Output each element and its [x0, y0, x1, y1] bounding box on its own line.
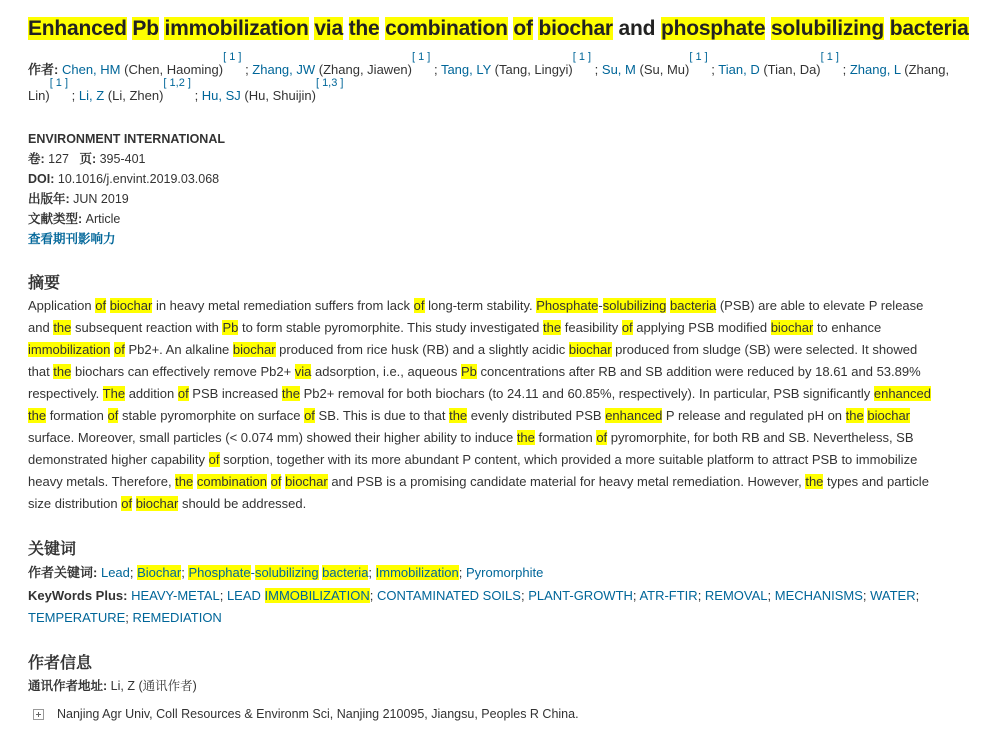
keyword-plus-link[interactable]: ATR-FTIR [639, 588, 698, 603]
doi-label: DOI: [28, 172, 55, 186]
keyword-plus-link[interactable]: REMOVAL [704, 588, 768, 603]
author-entry: Hu, SJ (Hu, Shuijin)[ 1,3 ] [201, 77, 344, 103]
highlighted-term: of [95, 298, 107, 313]
affiliation-ref[interactable]: [ 1 ] [820, 51, 839, 63]
highlighted-term: the [53, 320, 72, 335]
title-word: the [348, 17, 380, 40]
highlighted-term: via [294, 364, 312, 379]
highlighted-term: immobilization [28, 342, 111, 357]
impact-row [28, 229, 628, 249]
affiliation-ref[interactable]: [ 1,3 ] [315, 77, 344, 89]
highlighted-term: biochar [867, 408, 910, 423]
author-entry: Zhang, JW (Zhang, Jiawen)[ 1 ] [252, 51, 431, 77]
highlighted-term: the [281, 386, 300, 401]
highlighted-term: bacteria [322, 565, 369, 580]
title-word: biochar [538, 17, 613, 40]
author-link[interactable]: Su, M [601, 62, 636, 77]
affiliation-ref[interactable]: [ 1,2 ] [163, 77, 191, 89]
highlighted-term: biochar [232, 342, 276, 357]
highlighted-term: biochar [568, 342, 612, 357]
highlighted-term: enhanced [873, 386, 931, 401]
source-info [28, 129, 628, 249]
highlighted-term: Pb [222, 320, 239, 335]
corresponding-address-row [28, 676, 197, 696]
highlighted-term: of [208, 452, 220, 467]
highlighted-term: of [270, 474, 282, 489]
highlighted-term: of [413, 298, 425, 313]
title-word: and [618, 17, 656, 40]
title-word: solubilizing [770, 17, 885, 40]
doc-type-row [28, 209, 628, 229]
highlighted-term: The [102, 386, 126, 401]
title-word: Enhanced [28, 17, 127, 40]
affiliation-ref[interactable]: [ 1 ] [223, 51, 242, 63]
highlighted-term: of [107, 408, 119, 423]
keyword-plus-link[interactable]: REMEDIATION [132, 610, 222, 625]
title-word: phosphate [660, 17, 766, 40]
author-keywords-label: 作者关键词: [28, 565, 98, 580]
highlighted-term: IMMOBILIZATION [264, 588, 370, 603]
highlighted-term: biochar [770, 320, 814, 335]
author-entry: Li, Z (Li, Zhen)[ 1,2 ] [78, 77, 191, 103]
year-row [28, 189, 628, 209]
author-link[interactable]: Zhang, JW [252, 62, 316, 77]
journal-impact-link[interactable]: 查看期刊影响力 [28, 232, 116, 246]
keyword-plus-link[interactable]: HEAVY-METAL [131, 588, 220, 603]
author-link[interactable]: Chen, HM [61, 62, 121, 77]
highlighted-term: Immobilization [375, 565, 459, 580]
highlighted-term: of [596, 430, 608, 445]
affiliation-ref[interactable]: [ 1 ] [689, 51, 708, 63]
highlighted-term: of [114, 342, 125, 357]
year-value: JUN 2019 [73, 192, 129, 206]
author-keyword-link[interactable]: Lead [100, 565, 130, 580]
author-keyword-link[interactable] [137, 565, 181, 580]
expand-address-icon[interactable] [33, 709, 44, 720]
keyword-plus-link[interactable]: PLANT-GROWTH [528, 588, 633, 603]
authors-label: 作者: [28, 62, 59, 77]
highlighted-term: the [28, 408, 47, 423]
title-word: of [513, 17, 533, 40]
volume-value: 127 [48, 152, 70, 166]
title-word: Pb [132, 17, 159, 40]
author-keywords-row: 作者关键词: Lead; Biochar; Phosphate-solubilizing bacteria; Immobilization; Pyromorphite [28, 565, 544, 580]
highlighted-term: the [449, 408, 468, 423]
title-word: immobilization [164, 17, 309, 40]
pages-label: 页: [79, 152, 97, 166]
corresponding-value: Li, Z (通讯作者) [110, 679, 197, 693]
keywords-heading: 关键词 [28, 541, 77, 558]
keyword-plus-link[interactable]: CONTAMINATED SOILS [376, 588, 521, 603]
doi-row [28, 169, 628, 189]
volume-label: 卷: [28, 152, 45, 166]
keyword-plus-link[interactable]: LEAD IMMOBILIZATION [226, 588, 370, 603]
authors-line: 作者: Chen, HM (Chen, Haoming)[ 1 ] ; Zhang, JW (Zhang, Jiawen)[ 1 ] ; Tang, LY (Tang, Lingyi)[ 1 ] ; Su, M (Su, Mu)[ 1 ] ; Tian, D (Tian, Da)[ 1 ] ; Zhang, L (Zhang, Lin)[ 1 ] ; Li, Z (Li, Zhen)[ 1,2 ] ; Hu, SJ (Hu, Shuijin)[ 1,3 ] [28, 51, 950, 103]
journal-name: ENVIRONMENT INTERNATIONAL [28, 132, 225, 146]
pages-value: 395-401 [99, 152, 146, 166]
highlighted-term: biochar [285, 474, 328, 489]
author-link[interactable]: Li, Z [78, 88, 105, 103]
highlighted-term: of [121, 496, 133, 511]
author-keyword-link[interactable] [376, 565, 459, 580]
author-link[interactable]: Tian, D [718, 62, 760, 77]
author-entry: Zhang, L (Zhang, Lin)[ 1 ] [28, 62, 950, 103]
highlighted-term: the [543, 320, 562, 335]
highlighted-term: Phosphate [536, 298, 599, 313]
address-row [33, 704, 579, 724]
highlighted-term: the [516, 430, 535, 445]
abstract-heading: 摘要 [28, 275, 61, 292]
affiliation-ref[interactable]: [ 1 ] [572, 51, 592, 63]
affiliation-ref[interactable]: [ 1 ] [411, 51, 431, 63]
keyword-plus-link[interactable]: MECHANISMS [774, 588, 863, 603]
author-entry: Tian, D (Tian, Da)[ 1 ] [718, 51, 839, 77]
year-label: 出版年: [28, 192, 70, 206]
highlighted-term: the [53, 364, 72, 379]
keywords-plus-row: KeyWords Plus: HEAVY-METAL; LEAD IMMOBILIZATION; CONTAMINATED SOILS; PLANT-GROWTH; ATR-FTIR; REMOVAL; MECHANISMS; WATER; TEMPERATURE; REMEDIATION [28, 588, 920, 625]
author-entry: Chen, HM (Chen, Haoming)[ 1 ] [61, 51, 242, 77]
author-keyword-link[interactable]: Phosphate-solubilizing bacteria [188, 565, 369, 580]
doi-value: 10.1016/j.envint.2019.03.068 [57, 172, 220, 186]
highlighted-term: the [175, 474, 194, 489]
highlighted-term: solubilizing [254, 565, 319, 580]
highlighted-term: of [304, 408, 315, 423]
highlighted-term: of [177, 386, 189, 401]
highlighted-term: bacteria [669, 298, 717, 313]
keyword-plus-link[interactable]: TEMPERATURE [28, 610, 126, 625]
keywords-plus-label: KeyWords Plus: [28, 588, 128, 603]
doc-type-label: 文献类型: [28, 212, 83, 226]
author-entry: Su, M (Su, Mu)[ 1 ] [601, 51, 708, 77]
highlighted-term: the [845, 408, 864, 423]
keyword-plus-link[interactable]: WATER [870, 588, 916, 603]
address-text: Nanjing Agr Univ, Coll Resources & Environm Sci, Nanjing 210095, Jiangsu, Peoples R China. [57, 707, 579, 721]
doc-type-value: Article [85, 212, 121, 226]
highlighted-term: biochar [135, 496, 179, 511]
highlighted-term: combination [196, 474, 267, 489]
title-word: via [314, 17, 343, 40]
author-keyword-link[interactable]: Pyromorphite [465, 565, 544, 580]
author-link[interactable]: Hu, SJ [201, 88, 241, 103]
highlighted-term: the [805, 474, 824, 489]
highlighted-term: solubilizing [602, 298, 667, 313]
title-word: bacteria [889, 17, 969, 40]
highlighted-term: biochar [109, 298, 153, 313]
abstract-text: Application of biochar in heavy metal remediation suffers from lack of long-term stability. Phosphate-solubilizing bacteria (PSB) are able to elevate P release and the subsequent reaction with Pb to form stable pyromorphite. This study investigated the feasibility of applying PSB modified biochar to enhance immobilization of Pb2+. An alkaline biochar produced from rice husk (RB) and a slightly acidic biochar produced from sludge (SB) were selected. It showed that the biochars can effectively remove Pb2+ via adsorption, i.e., aqueous Pb concentrations after RB and SB addition were reduced by 18.61 and 53.89% respectively. The addition of PSB increased the Pb2+ removal for both biochars (to 24.11 and 60.85%, respectively). In particular, PSB significantly enhanced the formation of stable pyromorphite on surface of SB. This is due to that the evenly distributed PSB enhanced P release and regulated pH on the biochar surface. Moreover, small particles (< 0.074 mm) showed their higher ability to induce the formation of pyromorphite, for both RB and SB. Nevertheless, SB demonstrated higher capability of sorption, together with its more abundant P content, which provided a more suitable platform to attract PSB to immobilize heavy metals. Therefore, the combination of biochar and PSB is a promising candidate material for heavy metal remediation. However, the types and particle size distribution of biochar should be addressed. [28, 298, 931, 511]
affiliation-ref[interactable]: [ 1 ] [49, 77, 69, 89]
highlighted-term: Phosphate [188, 565, 251, 580]
article-title [28, 14, 978, 44]
author-info-heading: 作者信息 [28, 655, 93, 672]
author-entry: Tang, LY (Tang, Lingyi)[ 1 ] [440, 51, 592, 77]
title-word: combination [385, 17, 508, 40]
highlighted-term: Pb [461, 364, 477, 379]
highlighted-term: of [621, 320, 633, 335]
corresponding-label: 通讯作者地址: [28, 679, 108, 693]
author-link[interactable]: Zhang, L [849, 62, 901, 77]
highlighted-term: Biochar [137, 565, 182, 580]
volume-pages-row [28, 149, 628, 169]
highlighted-term: enhanced [605, 408, 663, 423]
author-link[interactable]: Tang, LY [440, 62, 492, 77]
